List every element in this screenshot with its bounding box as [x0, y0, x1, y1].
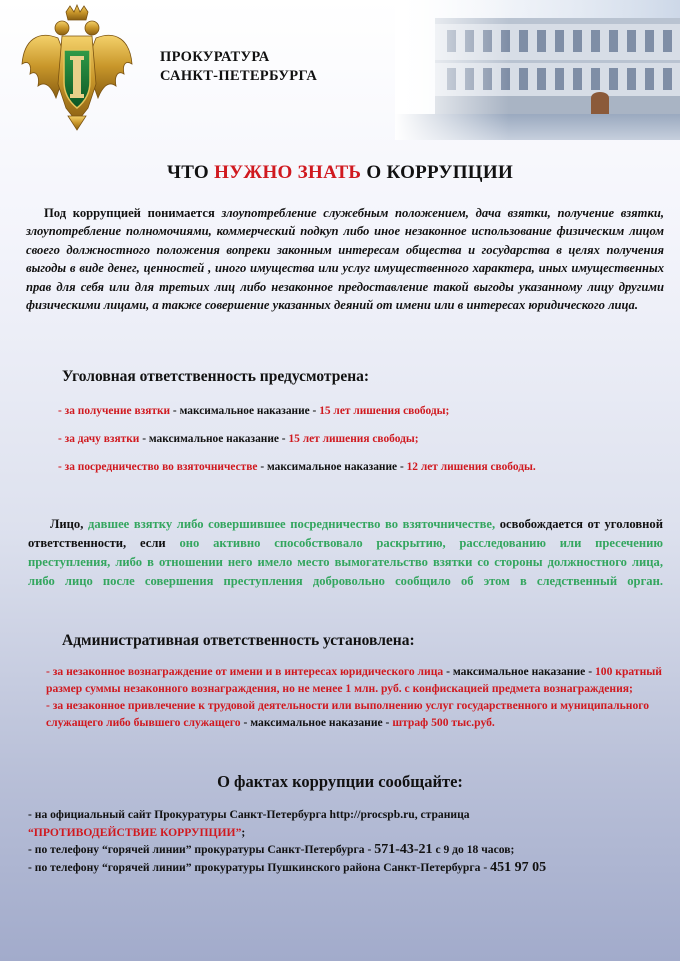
contact-hotline-district: - по телефону “горячей линии” прокуратуры Пушкинского района Санкт-Петербурга - 451 97 05 — [28, 859, 547, 875]
criminal-item-bribe-taking: - за получение взятки - максимальное наказание - 15 лет лишения свободы; — [58, 405, 450, 417]
administrative-item-2: - за незаконное привлечение к трудовой деятельности или выполнению услуг государственного и муниципального служащего либо бывшего служащего - максимальное наказание - штраф 500 тыс.руб. — [46, 699, 650, 729]
contact-website: - на официальный сайт Прокуратуры Санкт-Петербурга http://procspb.ru, страница — [28, 808, 470, 821]
report-heading: О фактах коррупции сообщайте: — [217, 772, 463, 791]
criminal-item-bribe-giving: - за дачу взятки - максимальное наказание - 15 лет лишения свободы; — [58, 433, 419, 445]
page-title: ЧТО НУЖНО ЗНАТЬ О КОРРУПЦИИ — [166, 162, 514, 183]
double-headed-eagle-emblem-icon — [18, 4, 136, 132]
administrative-item-1: - за незаконное вознаграждение от имени и в интересах юридического лица - максимальное наказание - 100 кратный размер суммы незаконного вознаграждения, но не менее 1 млн. руб. с конфискацией предмета вознаграждения; — [46, 665, 662, 695]
criminal-liability-heading: Уголовная ответственность предусмотрена: — [62, 368, 370, 385]
definition-lead: Под коррупцией понимается — [44, 206, 222, 220]
contact-page-name: “ПРОТИВОДЕЙСТВИЕ КОРРУПЦИИ”; — [28, 825, 246, 839]
org-line-2: САНКТ-ПЕТЕРБУРГА — [160, 68, 318, 84]
corruption-definition — [26, 204, 664, 314]
title-highlight: НУЖНО ЗНАТЬ — [214, 162, 362, 183]
contact-hotline-city: - по телефону “горячей линии” прокуратуры Санкт-Петербурга - 571-43-21 с 9 до 18 часов; — [28, 842, 515, 858]
criminal-item-mediation: - за посредничество во взяточничестве - максимальное наказание - 12 лет лишения свободы. — [58, 461, 536, 473]
administrative-items — [28, 663, 663, 731]
exemption-paragraph: Лицо, давшее взятку либо совершившее посредничество во взяточничестве, освобождается от уголовной ответственности, если оно активно способствовало раскрытию, расследованию или пресечению преступления, либо в отношении него имело место вымогательство взятки со стороны должностного лица, либо лицо после совершения преступления добровольно сообщило об этом в следственный орган. — [28, 517, 663, 588]
header — [0, 0, 680, 140]
prosecutor-building-image — [395, 0, 680, 140]
org-line-1: ПРОКУРАТУРА — [160, 49, 270, 65]
contacts-list — [28, 806, 668, 876]
organization-name — [160, 48, 317, 86]
administrative-liability-heading: Административная ответственность установлена: — [62, 632, 415, 649]
definition-body: злоупотребление служебным положением, дача взятки, получение взятки, злоупотребление полномочиями, коммерческий подкуп либо иное незаконное использование физическим лицом своего должностного положения вопреки законным интересам общества и государства в целях получения выгоды в виде денег, ценностей , иного имущества или услуг имущественного характера, иных имущественных прав для себя или для третьих лиц либо незаконное предоставление такой выгоды указанному лицу другими физическими лицами, а также совершение указанных деяний от имени или в интересах юридического лица. — [26, 206, 664, 313]
